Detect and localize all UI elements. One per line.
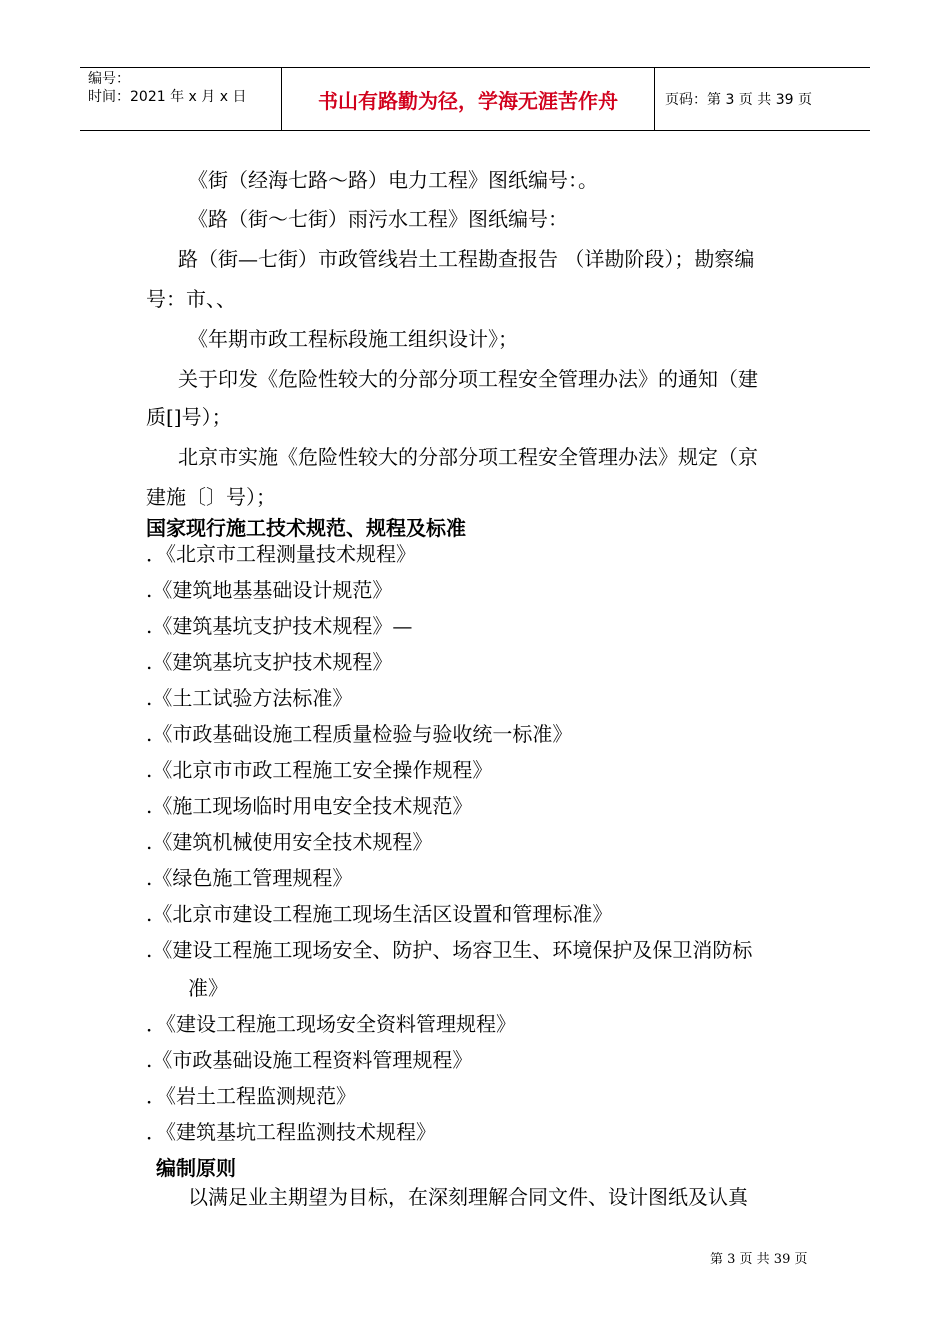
paragraph-power-drawing: 《街（经海七路～路）电力工程》图纸编号：。 [188,168,598,192]
paragraph-notice-line2: 质[]号）； [146,405,232,429]
header-meta [80,68,282,130]
paragraph-notice-line1: 关于印发《危险性较大的分部分项工程安全管理办法》的通知（建 [178,367,758,391]
paragraph-sewer-drawing: 《路（街～七街）雨污水工程》图纸编号： [188,207,568,231]
paragraph-principles: 以满足业主期望为目标，在深刻理解合同文件、设计图纸及认真 [188,1185,748,1209]
list-item: ．《岩土工程监测规范》 [146,1084,356,1108]
header-motto: 书山有路勤为径，学海无涯苦作舟 [282,68,655,130]
list-item: .《市政基础设施工程质量检验与验收统一标准》 [146,722,573,746]
time-label: 时间：2021 年 x 月 x 日 [88,89,247,105]
paragraph-survey-report-line1: 路（街—七街）市政管线岩土工程勘查报告 （详勘阶段）；勘察编 [178,247,755,271]
section-heading-principles: 编制原则 [156,1156,236,1180]
page-footer: 第 3 页 共 39 页 [710,1252,808,1267]
number-label: 编号： [88,71,130,87]
paragraph-regulation-line1: 北京市实施《危险性较大的分部分项工程安全管理办法》规定（京 [178,445,758,469]
paragraph-survey-report-line2: 号：市、、 [146,287,236,311]
list-item: ．《北京市工程测量技术规程》 [146,542,416,566]
list-item: .《建设工程施工现场安全、防护、场容卫生、环境保护及保卫消防标 [146,938,753,962]
list-item: .《建筑机械使用安全技术规程》 [146,830,433,854]
list-item: ．《建设工程施工现场安全资料管理规程》 [146,1012,516,1036]
list-item: .《建筑地基基础设计规范》 [146,578,393,602]
list-item: .《施工现场临时用电安全技术规范》 [146,794,473,818]
section-heading-standards: 国家现行施工技术规范、规程及标准 [146,516,466,540]
paragraph-construction-design: 《年期市政工程标段施工组织设计》； [188,327,518,351]
list-item: .《土工试验方法标准》 [146,686,353,710]
list-item: .《建筑基坑支护技术规程》— [146,614,413,638]
list-item: .《北京市市政工程施工安全操作规程》 [146,758,493,782]
list-item: .《建筑基坑支护技术规程》 [146,650,393,674]
list-item: ．《建筑基坑工程监测技术规程》 [146,1120,436,1144]
list-item: .《绿色施工管理规程》 [146,866,353,890]
paragraph-regulation-line2: 建施〔〕号）； [146,485,276,509]
list-item: .《市政基础设施工程资料管理规程》 [146,1048,473,1072]
list-item: .《北京市建设工程施工现场生活区设置和管理标准》 [146,902,613,926]
page-header [80,67,870,131]
list-item-continuation: 准》 [188,976,228,1000]
header-page-info: 页码：第 3 页 共 39 页 [665,92,812,108]
